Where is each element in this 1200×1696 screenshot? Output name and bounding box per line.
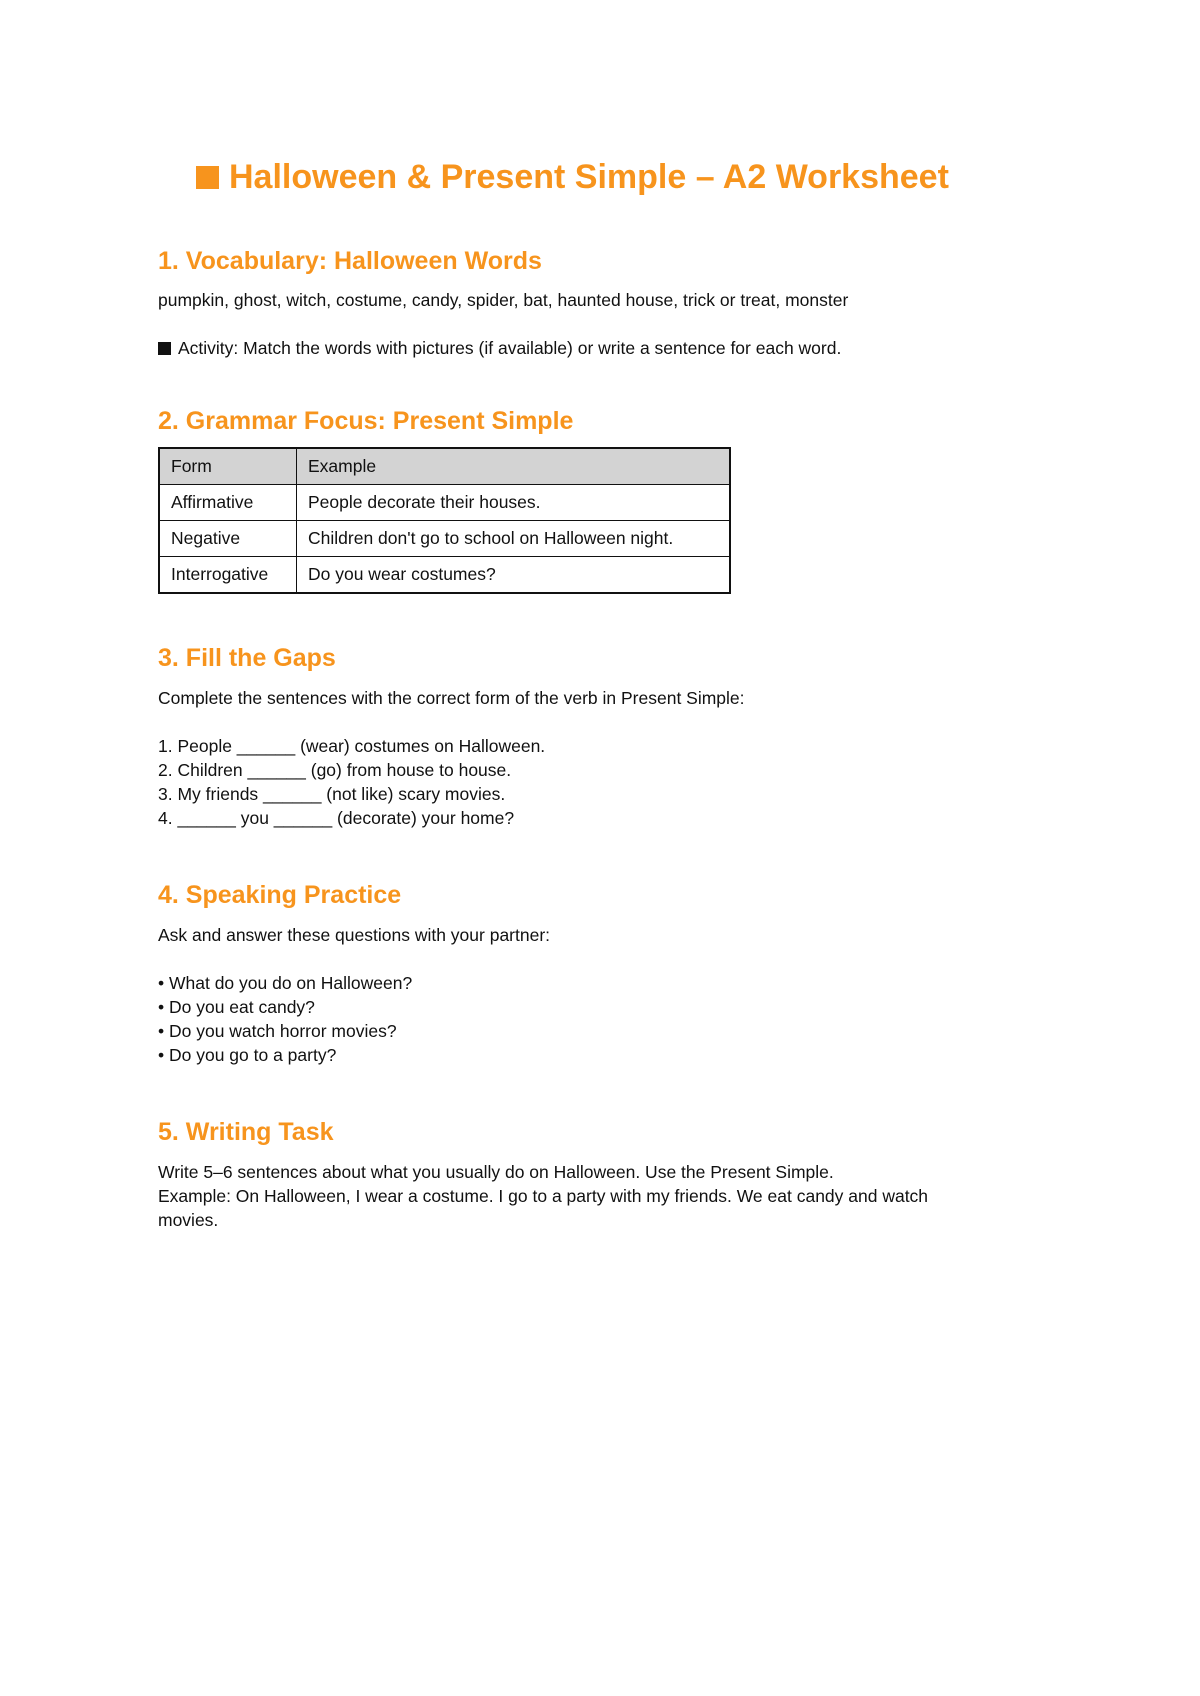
vocabulary-heading: 1. Vocabulary: Halloween Words [158, 247, 542, 275]
table-cell-example: People decorate their houses. [297, 485, 731, 521]
gaps-list [158, 734, 1058, 830]
orange-square-icon [196, 166, 219, 189]
gaps-heading: 3. Fill the Gaps [158, 644, 336, 672]
speaking-instruction: Ask and answer these questions with your partner: [158, 925, 551, 945]
table-cell-example: Children don't go to school on Halloween night. [297, 521, 731, 557]
table-row [159, 485, 730, 521]
grammar-table [158, 447, 731, 594]
speaking-heading: 4. Speaking Practice [158, 881, 402, 909]
worksheet-title-text: Halloween & Present Simple – A2 Worksheet [229, 158, 949, 196]
writing-heading: 5. Writing Task [158, 1118, 334, 1146]
list-item: • Do you go to a party? [158, 1045, 337, 1065]
list-item: 1. People ______ (wear) costumes on Halloween. [158, 736, 546, 756]
table-cell-form: Negative [159, 521, 297, 557]
grammar-table-header-form: Form [159, 448, 297, 485]
table-cell-example: Do you wear costumes? [297, 557, 731, 594]
table-row [159, 521, 730, 557]
speaking-list [158, 971, 1058, 1067]
list-item: • What do you do on Halloween? [158, 973, 413, 993]
table-cell-form: Affirmative [159, 485, 297, 521]
writing-body [158, 1160, 1058, 1232]
writing-line: Example: On Halloween, I wear a costume. I go to a party with my friends. We eat candy and watch [158, 1186, 929, 1206]
vocabulary-activity [158, 336, 1058, 360]
grammar-heading: 2. Grammar Focus: Present Simple [158, 407, 574, 435]
list-item: • Do you eat candy? [158, 997, 315, 1017]
worksheet-title [158, 155, 1058, 199]
grammar-table-header-row [159, 448, 730, 485]
vocabulary-activity-text: Activity: Match the words with pictures (if available) or write a sentence for each word. [178, 338, 842, 358]
gaps-instruction: Complete the sentences with the correct form of the verb in Present Simple: [158, 688, 745, 708]
list-item: 3. My friends ______ (not like) scary movies. [158, 784, 506, 804]
grammar-table-header-example: Example [297, 448, 731, 485]
table-row [159, 557, 730, 594]
list-item: • Do you watch horror movies? [158, 1021, 397, 1041]
vocabulary-words: pumpkin, ghost, witch, costume, candy, spider, bat, haunted house, trick or treat, monster [158, 290, 849, 310]
list-item: 4. ______ you ______ (decorate) your home? [158, 808, 515, 828]
worksheet-page [158, 155, 1058, 1232]
black-square-icon [158, 342, 171, 355]
writing-line: Write 5–6 sentences about what you usually do on Halloween. Use the Present Simple. [158, 1162, 834, 1182]
writing-line: movies. [158, 1210, 219, 1230]
list-item: 2. Children ______ (go) from house to house. [158, 760, 512, 780]
table-cell-form: Interrogative [159, 557, 297, 594]
